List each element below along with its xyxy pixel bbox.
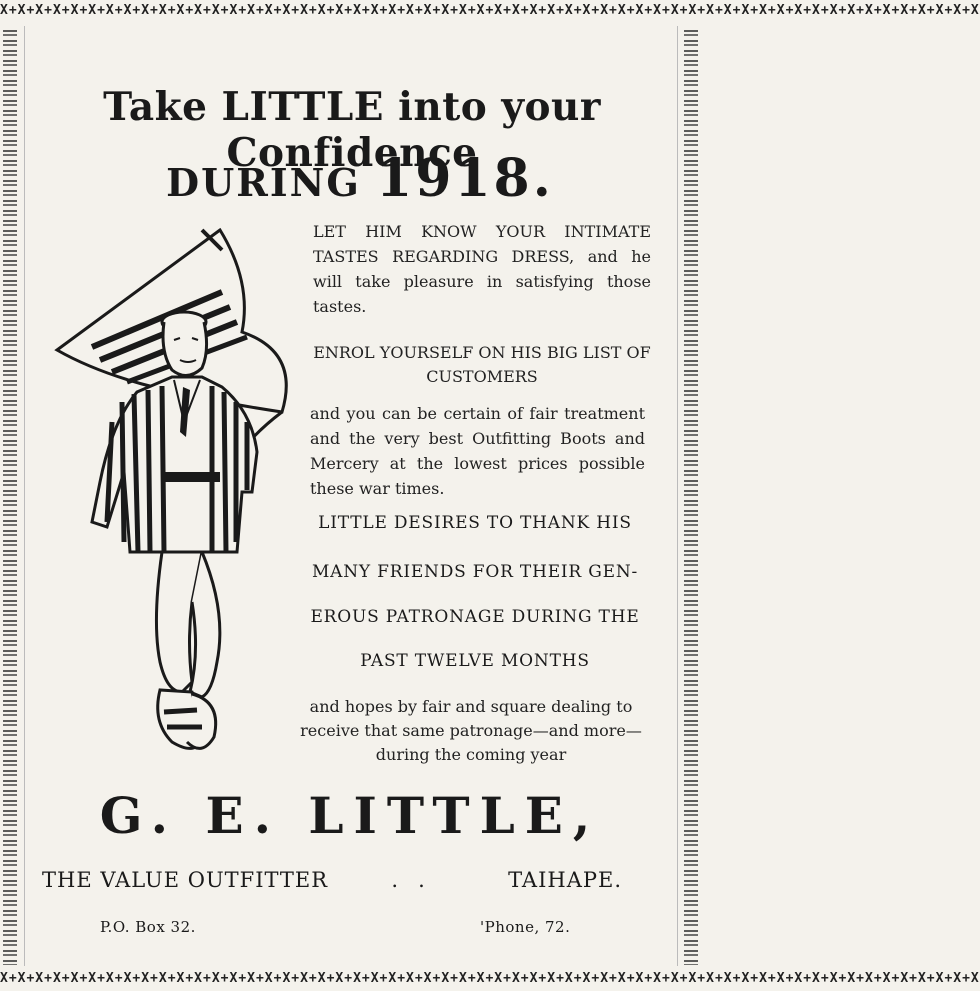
paragraph-intimate-tastes: LET HIM KNOW YOUR INTIMATE TASTES REGARDING DRESS, and he will take pleasure in satisfying those tastes.	[313, 222, 651, 316]
phone-number: 'Phone, 72.	[480, 918, 571, 936]
business-name: G. E. LITTLE,	[99, 786, 601, 845]
man-with-umbrella-illustration	[52, 222, 302, 777]
during-label: DURING	[166, 160, 377, 205]
tagline-town: TAIHAPE.	[508, 868, 622, 892]
belt	[164, 472, 220, 482]
man-head	[162, 312, 207, 376]
tagline	[42, 868, 622, 892]
left-ornamental-border	[3, 30, 17, 965]
thanks-line-3: EROUS PATRONAGE DURING THE	[310, 607, 640, 627]
shoes	[158, 690, 216, 748]
trousers	[156, 552, 219, 697]
right-ornamental-border	[684, 30, 698, 965]
top-ornamental-border: X+X+X+X+X+X+X+X+X+X+X+X+X+X+X+X+X+X+X+X+X+X+X+X+X+X+X+X+X+X+X+X+X+X+X+X+X+X+X+X+X+X+X+X+X+X+X+X+X+X+X+X+X+X+X+X	[0, 3, 980, 18]
headline-during-year	[150, 148, 570, 209]
tagline-dots: ..	[391, 868, 445, 892]
headline-take-little: Take LITTLE into your Confidence	[103, 84, 601, 176]
thanks-line-1: LITTLE DESIRES TO THANK HIS	[318, 513, 632, 533]
paragraph-hopes: and hopes by fair and square dealing to receive that same patronage—and more—during the coming year	[300, 697, 642, 764]
paragraph-enrol: ENROL YOURSELF ON HIS BIG LIST OF CUSTOMERS	[313, 343, 651, 386]
paragraph-fair-treatment: and you can be certain of fair treatment and the very best Outfitting Boots and Mercery at the lowest prices possible these war times.	[310, 404, 645, 498]
thanks-line-4: PAST TWELVE MONTHS	[360, 651, 590, 671]
po-box: P.O. Box 32.	[100, 918, 196, 936]
thanks-line-2: MANY FRIENDS FOR THEIR GEN-	[311, 562, 639, 582]
striped-blazer	[92, 377, 257, 552]
tagline-value-outfitter: THE VALUE OUTFITTER	[42, 868, 329, 892]
year-label: 1918.	[376, 148, 554, 209]
bottom-ornamental-border: X+X+X+X+X+X+X+X+X+X+X+X+X+X+X+X+X+X+X+X+X+X+X+X+X+X+X+X+X+X+X+X+X+X+X+X+X+X+X+X+X+X+X+X+X+X+X+X+X+X+X+X+X+X+X+X	[0, 971, 980, 986]
